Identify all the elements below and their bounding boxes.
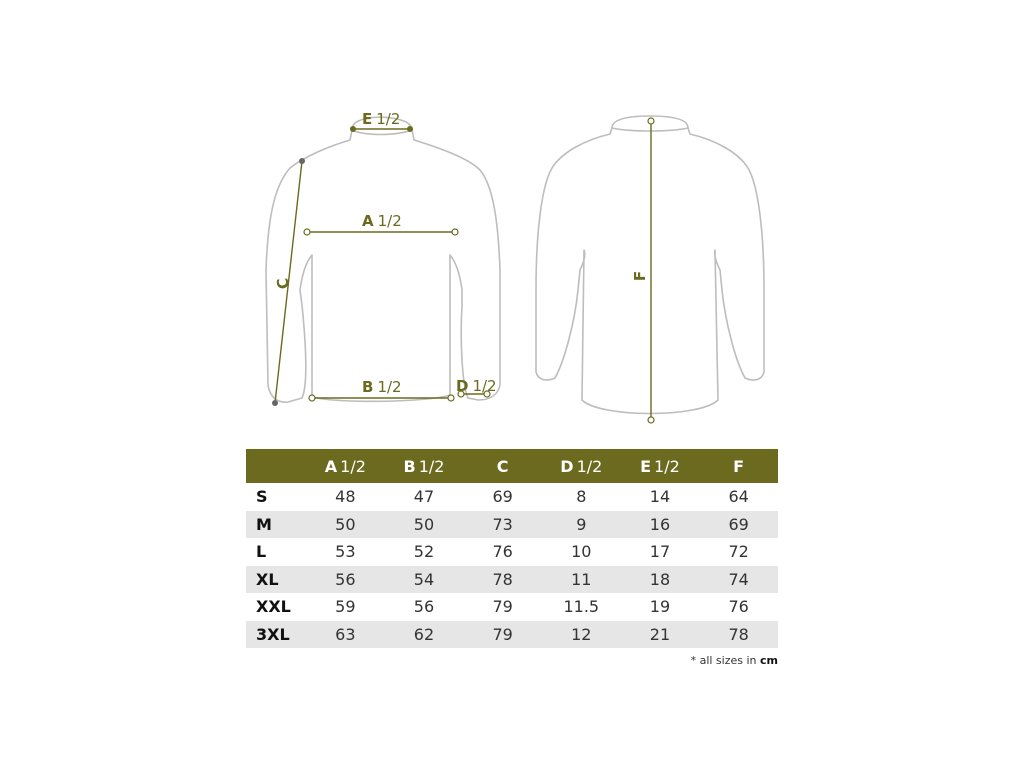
table-cell: 62 — [385, 621, 464, 649]
table-cell: 16 — [621, 511, 700, 539]
table-cell: 48 — [335, 487, 356, 507]
table-cell: 76 — [492, 542, 513, 562]
table-cell: 76 — [728, 597, 749, 617]
table-cell: 8 — [576, 487, 587, 507]
table-cell: 12 — [542, 621, 621, 649]
table-cell: 11.5 — [563, 597, 600, 617]
table-cell: 18 — [621, 566, 700, 594]
table-cell: 78 — [699, 621, 778, 649]
table-cell: 19 — [649, 597, 671, 617]
table-cell: 56 — [413, 597, 435, 617]
size-label: M — [246, 511, 306, 539]
jacket-back-outline — [536, 116, 764, 414]
table-row — [246, 621, 778, 649]
label-a: A 1/2 — [362, 212, 402, 230]
table-row — [246, 511, 778, 539]
size-chart-table — [246, 449, 778, 648]
table-cell: 78 — [463, 566, 542, 594]
label-b: B 1/2 — [362, 378, 402, 396]
table-cell: 11 — [542, 566, 621, 594]
table-cell: 69 — [699, 511, 778, 539]
table-row — [246, 593, 778, 621]
header-a: A 1/2 — [306, 449, 385, 483]
table-cell: 14 — [649, 487, 671, 507]
table-row — [246, 538, 778, 566]
size-label: 3XL — [246, 621, 306, 649]
label-e: E 1/2 — [362, 110, 401, 128]
header-b: B 1/2 — [385, 449, 464, 483]
label-c: C — [273, 277, 293, 290]
header-f: F — [699, 449, 778, 483]
table-cell: 54 — [385, 566, 464, 594]
label-f: F — [631, 270, 649, 282]
size-label: L — [256, 542, 267, 562]
label-d: D 1/2 — [456, 377, 497, 395]
table-cell: 47 — [413, 487, 435, 507]
table-cell: 21 — [621, 621, 700, 649]
table-row — [246, 483, 778, 511]
table-cell: 53 — [335, 542, 356, 562]
size-label: XXL — [256, 597, 291, 617]
table-row — [246, 566, 778, 594]
table-cell: 10 — [571, 542, 592, 562]
table-cell: 74 — [699, 566, 778, 594]
table-cell: 56 — [306, 566, 385, 594]
table-cell: 59 — [335, 597, 356, 617]
header-size — [246, 449, 306, 483]
table-cell: 9 — [542, 511, 621, 539]
table-cell: 50 — [385, 511, 464, 539]
table-cell: 50 — [306, 511, 385, 539]
table-cell: 79 — [463, 621, 542, 649]
table-cell: 52 — [413, 542, 435, 562]
table-cell: 64 — [728, 487, 749, 507]
table-cell: 69 — [492, 487, 513, 507]
size-label: S — [256, 487, 268, 507]
header-e: E 1/2 — [621, 449, 700, 483]
table-body — [246, 483, 778, 648]
header-d: D 1/2 — [542, 449, 621, 483]
table-cell: 72 — [728, 542, 749, 562]
units-note: * all sizes in cm — [690, 654, 778, 667]
table-cell: 17 — [649, 542, 671, 562]
table-header-row — [246, 449, 778, 483]
table-cell: 73 — [463, 511, 542, 539]
table-cell: 79 — [492, 597, 513, 617]
header-c: C — [463, 449, 542, 483]
table-cell: 63 — [306, 621, 385, 649]
size-label: XL — [246, 566, 306, 594]
